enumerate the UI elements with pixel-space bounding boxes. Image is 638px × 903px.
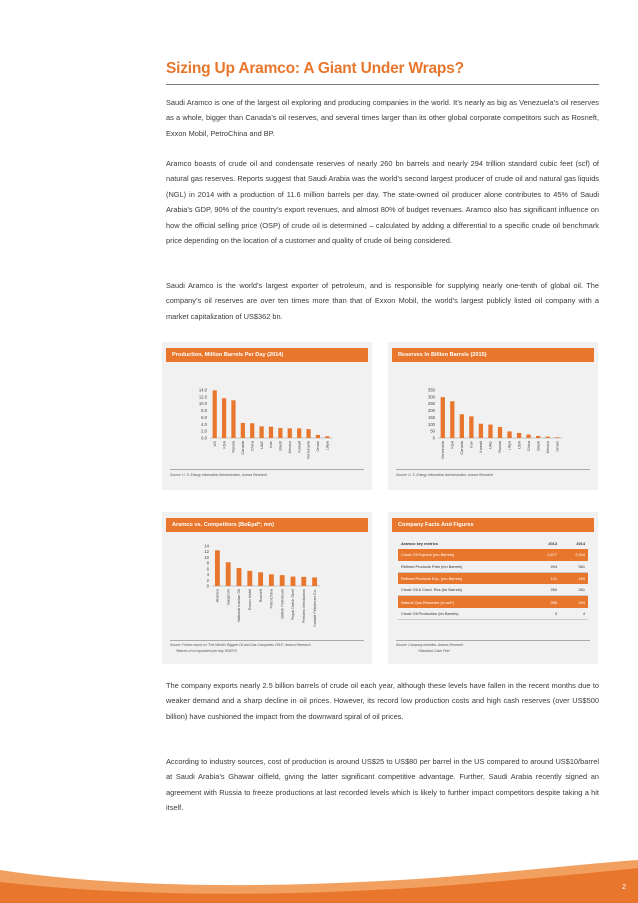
table-row — [398, 572, 588, 584]
y-tick-label: 6.0 — [201, 414, 207, 420]
bar-oman — [555, 437, 559, 438]
bar-rosneft — [258, 572, 263, 586]
bar-venezuela — [306, 429, 310, 438]
facts-cell: 285 — [532, 596, 560, 608]
title-divider — [166, 84, 599, 85]
bar-china — [526, 435, 530, 438]
page-number: 2 — [622, 884, 626, 891]
x-tick-label: Kuwait — [478, 441, 484, 453]
y-tick-label: 8.0 — [201, 408, 207, 414]
bar-russia — [231, 400, 235, 438]
facts-cell: 261 — [560, 584, 588, 596]
x-tick-label: UAE — [258, 441, 264, 449]
facts-cell: 294 — [560, 596, 588, 608]
facts-header-metric: Aramco key metrics — [401, 541, 438, 547]
x-tick-label: Mexico — [544, 441, 550, 454]
table-row — [398, 561, 588, 573]
bar-oman — [316, 435, 320, 438]
x-tick-label: Kuwait Petroleum Co. — [311, 589, 317, 627]
facts-panel — [388, 512, 598, 664]
reserves-bar-chart — [388, 342, 598, 490]
x-tick-label: Russia — [497, 441, 503, 453]
facts-divider — [396, 640, 590, 641]
y-tick-label: 4.0 — [201, 421, 207, 427]
bar-uae — [488, 425, 492, 438]
x-tick-label: US — [211, 441, 217, 447]
reserves-chart-title: Reserves In Billion Barrels (2015) — [392, 348, 594, 362]
facts-cell: Crude Oil & Cond. Res (bn Barrels) — [398, 584, 532, 596]
facts-cell: 260 — [532, 584, 560, 596]
x-tick-label: Exxon Mobil — [247, 589, 252, 611]
x-tick-label: Iran — [468, 441, 474, 448]
bar-china — [250, 423, 254, 438]
bar-ksa — [450, 401, 454, 438]
x-tick-label: Oman — [554, 441, 560, 452]
facts-cell: 3 — [532, 608, 560, 620]
page-title: Sizing Up Aramco: A Giant Under Wraps? — [166, 60, 464, 77]
bar-brazil — [278, 428, 282, 438]
bar-canada — [241, 423, 245, 438]
x-tick-label: Russia — [230, 441, 236, 453]
facts-note: *Standard Cubic Feet — [418, 649, 450, 653]
y-tick-label: 10 — [204, 554, 209, 560]
y-tick-label: 14 — [204, 543, 209, 549]
x-tick-label: China — [249, 441, 255, 452]
bar-usa — [517, 433, 521, 438]
bar-royal-dutch-shell — [291, 577, 296, 586]
x-tick-label: Canada — [240, 441, 246, 455]
x-tick-label: National Iranian Oil — [236, 589, 242, 623]
x-tick-label: Libya — [506, 441, 512, 451]
production-chart-title: Production, Million Barrels Per Day (2014) — [166, 348, 368, 362]
x-tick-label: Libya — [324, 441, 330, 451]
facts-header-2014: 2014 — [576, 541, 585, 547]
paragraph-2: Aramco boasts of crude oil and condensate reserves of nearly 260 bn barrels and nearly 294 trillion standard cubic feet (scf) of natural gas reserves. Reports suggest that Saudi Arabia was the world’s second largest producer of crude oil and natural gas liquids (NGL) in 2014 with a production of 11.6 million barrels per day. The state-owned oil producer alone contributes to 45% of Saudi Arabia’s GDP, 90% of the country’s export revenues, and almost 80% of budget revenues. Aramco also has significant influence on how the official selling price (OSP) of crude oil is determined – calculated by adding a differential to a specific crude oil benchmark price depending on the location of a customer and quality of crude oil being considered. — [166, 159, 599, 246]
facts-cell: 4 — [560, 608, 588, 620]
bar-brazil — [536, 436, 540, 438]
reserves-chart-divider — [396, 469, 590, 470]
x-tick-label: Gazprom — [225, 589, 231, 605]
y-tick-label: 300 — [428, 394, 435, 400]
bar-gazprom — [226, 562, 231, 586]
facts-header-row — [398, 538, 588, 549]
y-tick-label: 6 — [206, 566, 209, 572]
y-tick-label: 2.0 — [201, 428, 207, 434]
bar-national-iranian-oil — [237, 568, 242, 586]
facts-source: Source: Company websites, Aranca Research — [396, 643, 464, 647]
x-tick-label: Venezuela — [439, 441, 445, 460]
y-tick-label: 200 — [428, 408, 435, 414]
x-tick-label: Royal Dutch Shell — [290, 589, 296, 620]
x-tick-label: USA — [516, 441, 522, 449]
facts-cell: Crude Oil Exports (mn Barrels) — [398, 549, 532, 560]
y-tick-label: 8 — [206, 560, 209, 566]
x-tick-label: KSA — [221, 441, 227, 449]
y-tick-label: 250 — [428, 401, 435, 407]
facts-cell: Refined Products Pdtn (mn Barrels) — [398, 561, 532, 573]
facts-cell: 169 — [560, 572, 588, 584]
x-tick-label: Iran — [268, 441, 274, 448]
reserves-chart-panel — [388, 342, 598, 490]
competitors-chart-source: Source: Forbes report on “The World’s Biggest Oil and Gas Companies 2015”, Aranca Research — [170, 643, 311, 647]
competitors-bar-chart — [162, 512, 372, 664]
reserves-chart-source: Source: U. S. Energy Information Administration, Aranca Research — [396, 473, 494, 477]
y-tick-label: 0 — [432, 435, 435, 441]
paragraph-3: Saudi Aramco is the world’s largest exporter of petroleum, and is responsible for supplying nearly one-tenth of global oil. The company’s oil reserves are over ten times more than that of Exxon Mobil, the world’s largest publicly listed oil company with a market capitalization of US$362 bn. — [166, 281, 599, 321]
facts-table — [398, 538, 588, 620]
bar-kuwait — [297, 428, 301, 438]
facts-title: Company Facts And Figures — [392, 518, 594, 532]
table-row — [398, 584, 588, 596]
facts-cell: Natural Gas Reserves (tn scf*) — [398, 596, 532, 608]
x-tick-label: KSA — [449, 441, 455, 449]
x-tick-label: Aramco — [214, 589, 220, 603]
table-row — [398, 596, 588, 608]
bar-aramco — [215, 550, 220, 586]
bar-ksa — [222, 398, 226, 438]
competitors-chart-note: *Barrels of oil equivalent per day: BOEPD — [176, 649, 237, 653]
bar-iran — [469, 416, 473, 438]
x-tick-label: Canada — [459, 441, 465, 455]
facts-cell: Crude Oil Production (bn Barrels) — [398, 608, 532, 620]
bar-uae — [260, 426, 264, 438]
y-tick-label: 350 — [428, 387, 435, 393]
y-tick-label: 150 — [428, 414, 435, 420]
y-tick-label: 4 — [206, 572, 209, 578]
bar-british-petroleum — [280, 575, 285, 586]
paragraph-4: The company exports nearly 2.5 billion barrels of crude oil each year, although these levels have fallen in the recent months due to weaker demand and a sharp decline in oil prices. However, its record low production costs and high cash reserves (over US$500 billion) have cushioned the impact from the downward spiral of oil prices. — [166, 681, 599, 721]
competitors-chart-panel — [162, 512, 372, 664]
bar-us — [213, 390, 217, 438]
table-row — [398, 608, 588, 620]
facts-cell: 121 — [532, 572, 560, 584]
x-tick-label: Brazil — [277, 441, 283, 451]
facts-cell: 561 — [560, 561, 588, 573]
x-tick-label: China — [525, 441, 531, 452]
y-tick-label: 12.0 — [198, 394, 207, 400]
facts-cell: Refined Products Exp. (mn Barrels) — [398, 572, 532, 584]
footer-wave-decoration — [0, 858, 638, 903]
facts-header-2013: 2013 — [548, 541, 557, 547]
bar-kuwait — [479, 424, 483, 438]
competitors-chart-divider — [170, 640, 364, 641]
facts-cell: 494 — [532, 561, 560, 573]
y-tick-label: 0 — [206, 583, 209, 589]
production-bar-chart — [162, 342, 372, 490]
y-tick-label: 0.0 — [201, 435, 207, 441]
facts-cell: 2,544 — [560, 549, 588, 560]
table-row — [398, 549, 588, 560]
y-tick-label: 2 — [206, 577, 209, 583]
production-chart-panel — [162, 342, 372, 490]
bar-exxon-mobil — [247, 571, 252, 586]
bar-mexico — [546, 437, 550, 438]
bar-libya — [325, 436, 329, 438]
y-tick-label: 10.0 — [198, 401, 207, 407]
paragraph-5: According to industry sources, cost of production is around US$25 to US$80 per barrel in the US compared to around US$10/barrel at Saudi Arabia’s Ghawar oilfield, giving the latter significant competitive advantage. Further, Saudi Arabia recently signed an agreement with Russia to freeze productions at last recorded levels which is likely to further impact competitors despite taking a hit itself. — [166, 757, 599, 813]
x-tick-label: Petroleo Mexicanos — [301, 589, 306, 624]
paragraph-1: Saudi Aramco is one of the largest oil exploring and producing companies in the world. It’s nearly as big as Venezuela’s oil reserves as a whole, bigger than Canada’s oil reserves, and several times larger than its other global corporate competitors such as Rosneft, Exxon Mobil, PetroChina and BP. — [166, 98, 599, 138]
bar-petrochina — [269, 574, 274, 586]
production-chart-divider — [170, 469, 364, 470]
bar-kuwait-petroleum-co- — [312, 577, 317, 586]
x-tick-label: Brazil — [535, 441, 541, 451]
bar-petroleo-mexicanos — [301, 577, 306, 586]
y-tick-label: 50 — [430, 428, 435, 434]
x-tick-label: Kuwait — [296, 441, 302, 453]
competitors-chart-title: Aramco vs. Competitors (BoEpd*; mn) — [166, 518, 368, 532]
x-tick-label: Mexico — [286, 441, 292, 454]
facts-cell: 2,677 — [532, 549, 560, 560]
y-tick-label: 100 — [428, 421, 435, 427]
bar-iran — [269, 427, 273, 438]
bar-canada — [460, 414, 464, 438]
x-tick-label: PetroChina — [268, 589, 274, 609]
x-tick-label: Rosneft — [257, 589, 263, 603]
bar-mexico — [288, 428, 292, 438]
production-chart-source: Source: U. S. Energy Information Administration, Aranca Research — [170, 473, 268, 477]
bar-russia — [498, 427, 502, 438]
y-tick-label: 14.0 — [198, 387, 207, 393]
bar-venezuela — [441, 397, 445, 438]
x-tick-label: Oman — [315, 441, 321, 452]
x-tick-label: British Petroleum — [279, 589, 285, 619]
y-tick-label: 12 — [204, 549, 209, 555]
x-tick-label: Venezuela — [305, 441, 311, 460]
x-tick-label: UAE — [487, 441, 493, 449]
bar-libya — [507, 431, 511, 438]
